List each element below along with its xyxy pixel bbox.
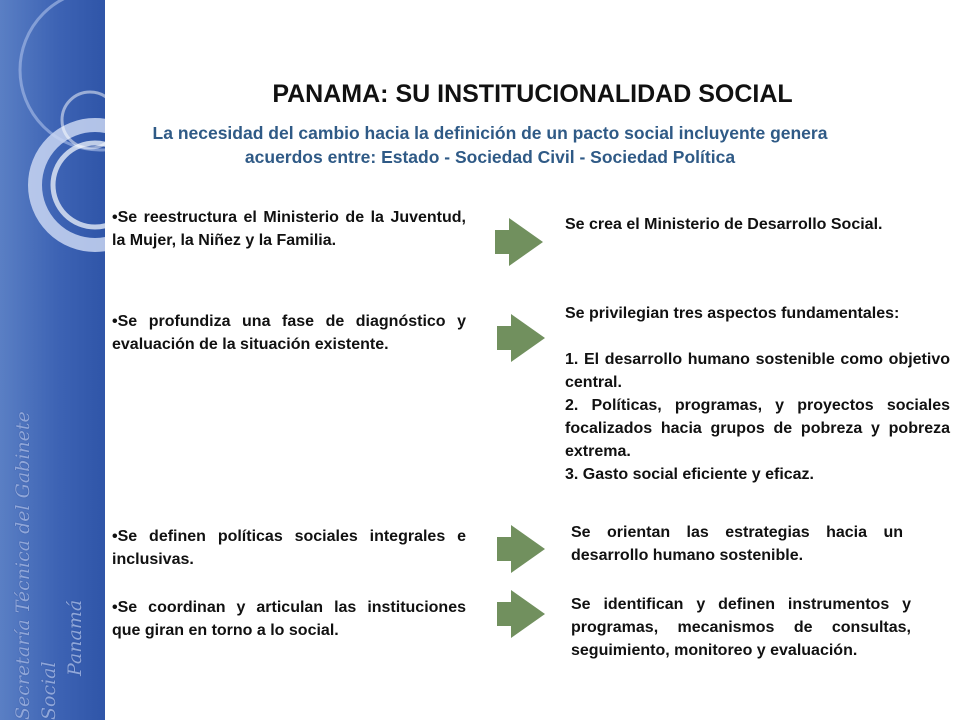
page-title: PANAMA: SU INSTITUCIONALIDAD SOCIAL	[272, 80, 793, 108]
left-point-2: •Se profundiza una fase de diagnóstico y evaluación de la situación existente.	[112, 313, 466, 353]
aspects-intro: Se privilegian tres aspectos fundamentales:	[565, 305, 900, 322]
arrow-right-icon	[497, 525, 557, 573]
aspect-item-1: 1. El desarrollo humano sostenible como objetivo central.	[565, 351, 950, 391]
arrow-right-icon	[497, 314, 557, 362]
sidebar-vertical-text	[10, 360, 88, 720]
page-subtitle: La necesidad del cambio hacia la definición de un pacto social incluyente genera acuerdos entre: Estado - Sociedad Civil - Sociedad Política	[152, 123, 828, 167]
sidebar-text-line2: Panamá	[64, 599, 86, 676]
right-point-3: Se orientan las estrategias hacia un desarrollo humano sostenible.	[571, 524, 903, 564]
arrow-right-icon	[497, 590, 557, 638]
right-point-4: Se identifican y definen instrumentos y programas, mecanismos de consultas, seguimiento, monitoreo y evaluación.	[571, 596, 911, 659]
left-point-3: •Se definen políticas sociales integrales e inclusivas.	[112, 528, 466, 568]
sidebar-band	[0, 0, 105, 720]
arrow-right-icon	[495, 218, 555, 266]
right-point-2	[565, 302, 950, 486]
left-point-1: •Se reestructura el Ministerio de la Juventud, la Mujer, la Niñez y la Familia.	[112, 209, 466, 249]
aspect-item-2: 2. Políticas, programas, y proyectos sociales focalizados hacia grupos de pobreza y pobreza extrema.	[565, 397, 950, 460]
sidebar-text-line1: Secretaría Técnica del Gabinete Social	[12, 411, 60, 720]
aspect-item-3: 3. Gasto social eficiente y eficaz.	[565, 466, 814, 483]
right-point-1: Se crea el Ministerio de Desarrollo Social.	[565, 216, 883, 233]
left-point-4: •Se coordinan y articulan las instituciones que giran en torno a lo social.	[112, 599, 466, 639]
